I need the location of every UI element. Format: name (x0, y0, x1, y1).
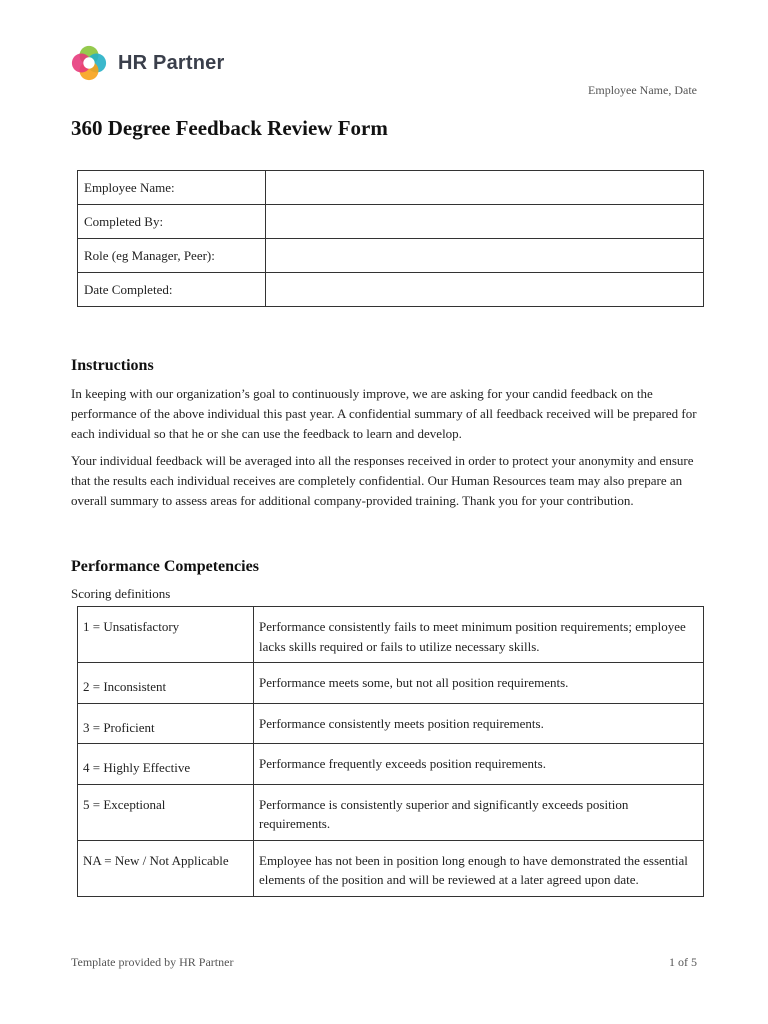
scoring-definitions-table (77, 606, 704, 897)
table-row (78, 663, 704, 704)
definition-cell: Performance consistently fails to meet minimum position requirements; employee lacks skills required or fails to utilize necessary skills. (254, 607, 704, 663)
employee-info-table (77, 170, 704, 307)
page-number: 1 of 5 (669, 955, 697, 969)
definition-cell: Employee has not been in position long enough to have demonstrated the essential elements of the position and will be reviewed at a later agreed upon date. (254, 840, 704, 896)
definition-cell: Performance frequently exceeds position requirements. (254, 744, 704, 785)
table-row (78, 784, 704, 840)
table-row (78, 205, 704, 239)
role-field[interactable] (266, 239, 704, 273)
definition-cell: Performance meets some, but not all position requirements. (254, 663, 704, 704)
employee-name-date: Employee Name, Date (588, 83, 697, 97)
logo-text: HR Partner (118, 51, 225, 74)
score-cell: 3 = Proficient (78, 703, 254, 744)
table-row (78, 840, 704, 896)
score-cell: 4 = Highly Effective (78, 744, 254, 785)
completed-by-label: Completed By: (78, 205, 266, 239)
table-row (78, 171, 704, 205)
table-row (78, 239, 704, 273)
role-label: Role (eg Manager, Peer): (78, 239, 266, 273)
page-title: 360 Degree Feedback Review Form (71, 116, 388, 140)
employee-name-label: Employee Name: (78, 171, 266, 205)
score-cell: NA = New / Not Applicable (78, 840, 254, 896)
score-cell: 2 = Inconsistent (78, 663, 254, 704)
table-row (78, 744, 704, 785)
instructions-heading: Instructions (71, 357, 154, 374)
table-row (78, 607, 704, 663)
scoring-definitions-label: Scoring definitions (71, 586, 171, 601)
hr-partner-logo (70, 44, 224, 82)
score-cell: 1 = Unsatisfactory (78, 607, 254, 663)
score-cell: 5 = Exceptional (78, 784, 254, 840)
definition-cell: Performance consistently meets position requirements. (254, 703, 704, 744)
competencies-heading: Performance Competencies (71, 558, 259, 575)
hr-partner-logo-icon (70, 44, 108, 82)
instructions-paragraph-2: Your individual feedback will be averaged into all the responses received in order to protect your anonymity and ensure that the results each individual receives are completely confidential. Our Human Resources team may also prepare an overall summary to assess areas for additional company-provided training. Thank you for your contribution. (71, 453, 694, 508)
table-row (78, 703, 704, 744)
table-row (78, 273, 704, 307)
footer-credit: Template provided by HR Partner (71, 955, 234, 969)
instructions-paragraph-1: In keeping with our organization’s goal to continuously improve, we are asking for your candid feedback on the performance of the above individual this past year. A confidential summary of all feedback received will be prepared for each individual so that he or she can use the feedback to learn and develop. (71, 386, 697, 441)
employee-name-field[interactable] (266, 171, 704, 205)
completed-by-field[interactable] (266, 205, 704, 239)
definition-cell: Performance is consistently superior and significantly exceeds position requirements. (254, 784, 704, 840)
date-completed-field[interactable] (266, 273, 704, 307)
date-completed-label: Date Completed: (78, 273, 266, 307)
